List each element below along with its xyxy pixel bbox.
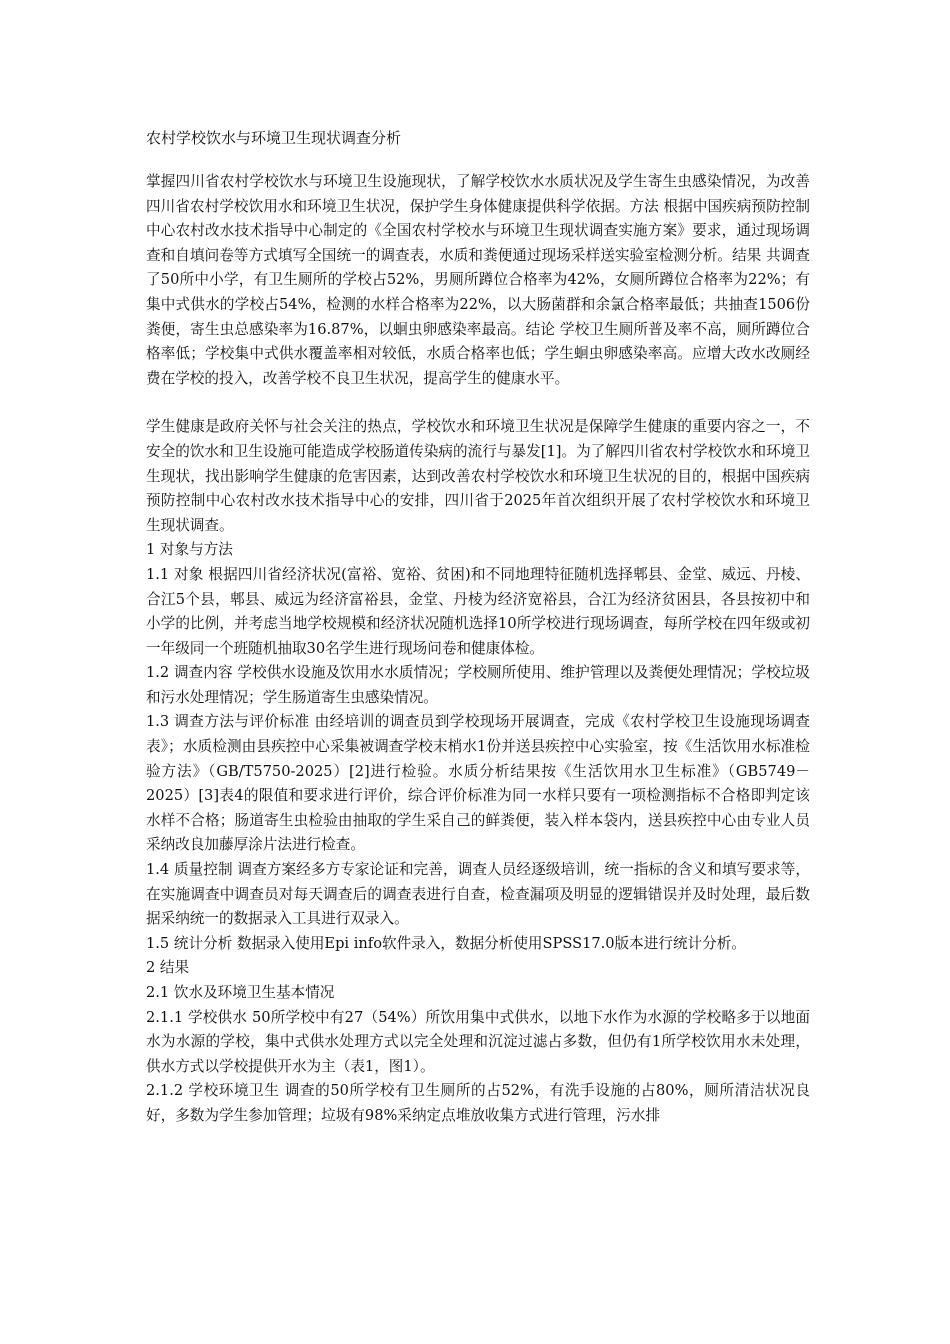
- body-paragraph: 1.4 质量控制 调查方案经多方专家论证和完善，调查人员经逐级培训，统一指标的含义和填写要求等，在实施调查中调查员对每天调查后的调查表进行自查，检查漏项及明显的逻辑错误并及时处理，最后数据采纳统一的数据录入工具进行双录入。: [146, 861, 810, 928]
- body-paragraph: 1.2 调查内容 学校供水设施及饮用水水质情况；学校厕所使用、维护管理以及粪便处理情况；学校垃圾和污水处理情况；学生肠道寄生虫感染情况。: [146, 664, 810, 706]
- section-heading: 2 结果: [146, 959, 190, 977]
- subsection-heading: 2.1 饮水及环境卫生基本情况: [146, 984, 335, 1001]
- section-heading: 1 对象与方法: [146, 541, 233, 559]
- intro-paragraph: 学生健康是政府关怀与社会关注的热点，学校饮水和环境卫生状况是保障学生健康的重要内容之一，不安全的饮水和卫生设施可能造成学校肠道传染病的流行与暴发[1]。为了解四川省农村学校饮水和环境卫生现状，找出影响学生健康的危害因素，达到改善农村学校饮水和环境卫生状况的目的，根据中国疾病预防控制中心农村改水技术指导中心的安排，四川省于2025年首次组织开展了农村学校饮水和环境卫生现状调查。: [146, 418, 810, 534]
- body-paragraph: 1.5 统计分析 数据录入使用Epi info软件录入，数据分析使用SPSS17.0版本进行统计分析。: [146, 934, 746, 952]
- body-paragraph: 1.1 对象 根据四川省经济状况(富裕、宽裕、贫困)和不同地理特征随机选择郫县、金堂、威远、丹棱、合江5个县，郫县、威远为经济富裕县，金堂、丹棱为经济宽裕县，合江为经济贫困县，各县按初中和小学的比例，并考虑当地学校规模和经济状况随机选择10所学校进行现场调查，每所学校在四年级或初一年级同一个班随机抽取30名学生进行现场问卷和健康体检。: [146, 565, 810, 657]
- document-page: [146, 126, 810, 1129]
- body-paragraph: 1.3 调查方法与评价标准 由经培训的调查员到学校现场开展调查，完成《农村学校卫生设施现场调查表》；水质检测由县疾控中心采集被调查学校末梢水1份并送县疾控中心实验室，按《生活饮用水标准检验方法》（GB/T5750-2025）[2]进行检验。水质分析结果按《生活饮用水卫生标准》（GB5749－2025）[3]表4的限值和要求进行评价，综合评价标准为同一水样只要有一项检测指标不合格即判定该水样不合格；肠道寄生虫检验由抽取的学生采自己的鲜粪便，装入样本袋内，送县疾控中心由专业人员采纳改良加藤厚涂片法进行检查。: [146, 713, 810, 854]
- body-sections: [146, 538, 810, 1128]
- abstract-paragraph: 掌握四川省农村学校饮水与环境卫生设施现状，了解学校饮水水质状况及学生寄生虫感染情况，为改善四川省农村学校饮用水和环境卫生状况，保护学生身体健康提供科学依据。方法 根据中国疾病预防控制中心农村改水技术指导中心制定的《全国农村学校水与环境卫生现状调查实施方案》要求，通过现场调查和自填问卷等方式填写全国统一的调查表，水质和粪便通过现场采样送实验室检测分析。结果 共调查了50所中小学，有卫生厕所的学校占52%，男厕所蹲位合格率为42%，女厕所蹲位合格率为22%；有集中式供水的学校占54%，检测的水样合格率为22%，以大肠菌群和余氯合格率最低；共抽查1506份粪便，寄生虫总感染率为16.87%，以蛔虫卵感染率最高。结论 学校卫生厕所普及率不高，厕所蹲位合格率低；学校集中式供水覆盖率相对较低，水质合格率也低；学生蛔虫卵感染率高。应增大改水改厕经费在学校的投入，改善学校不良卫生状况，提高学生的健康水平。: [146, 173, 810, 387]
- document-title: 农村学校饮水与环境卫生现状调查分析: [146, 129, 402, 147]
- body-paragraph: 2.1.2 学校环境卫生 调查的50所学校有卫生厕所的占52%，有洗手设施的占80%，厕所清洁状况良好，多数为学生参加管理；垃圾有98%采纳定点堆放收集方式进行管理，污水排: [146, 1082, 810, 1124]
- body-paragraph: 2.1.1 学校供水 50所学校中有27（54%）所饮用集中式供水，以地下水作为水源的学校略多于以地面水为水源的学校，集中式供水处理方式以完全处理和沉淀过滤占多数，但仍有1所学校饮用水未处理，供水方式以学校提供开水为主（表1，图1）。: [146, 1008, 810, 1075]
